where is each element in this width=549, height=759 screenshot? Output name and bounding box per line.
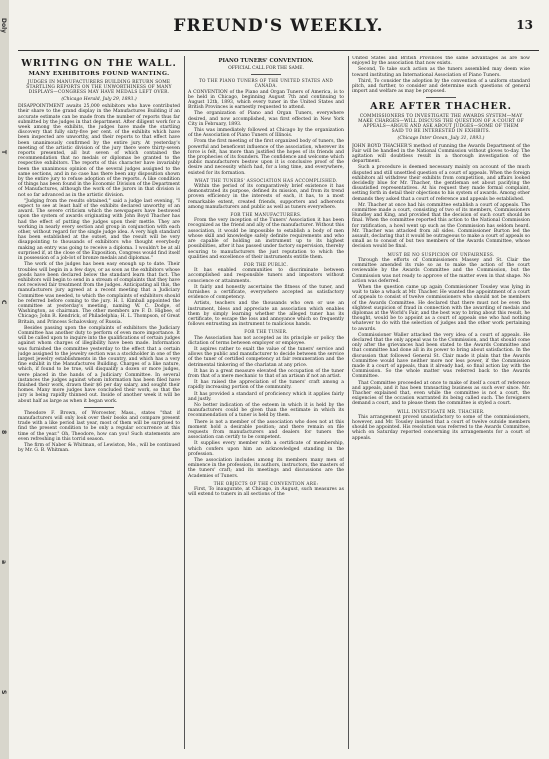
section-heading: WHAT THE TUNERS' ASSOCIATION HAS ACCOMPLISHED. — [194, 177, 338, 183]
section-heading: MUST BE NO SUSPICION OF UNFAIRNESS. — [387, 251, 495, 257]
section-heading: FOR THE MANUFACTURERS. — [230, 212, 302, 218]
article-paragraph: Theodore F. Brown, of Worcester, Mass., states "that if manufacturers will only look over their books and compare present trade with a like period last year, most of them will be surprised to find the present condition to be only a regular occurrence at this time of the year." Oh, Theodore, how can you! Such statements are even refreshing in this torrid season. — [18, 410, 180, 442]
article-title: ARE AFTER THACHER. — [370, 101, 512, 113]
article-paragraph: The work of the judges has been easy enough up to date. Their troubles will begin in a few days, or as soon as the exhibitors whose goods have been declared below the standard learn that fact. The exhibitors will begin to send in a stream of complaints that they have not received fair treatment from the judges. Anticipating all this, the manufacturers jury agreed at a recent meeting that a Judiciary Committee was needed, to which the complaints of exhibitors should be referred before coming to the jury. H. I. Kimball appointed the committee at yesterday's meeting, naming W. C. Dodge, of Washington, as chairman. The other members are F. D. Higbee, of Chicago; John R. Kendrick, of Philadelphia; H. L. Thompson, of Great Britain, and Princess Schalovskoy, of Russia. — [18, 262, 180, 325]
column-rule — [348, 56, 349, 749]
page-header — [18, 16, 539, 51]
article-paragraph: Besides passing upon the complaints of exhibitors the Judiciary Committee has another duty to perform of even more importance. It will be called upon to inquire into the qualifications of certain judges against whom charges of illegibility have been made. Information was furnished the committee yesterday to the effect that a certain judge assigned to the jewelry section was a stockholder in one of the largest jewelry establishments in the country, and which has a very fine exhibit in the Manufactures Building. Charges of a like nature, which, if found to be true, will disqualify a dozen or more judges, were placed in the hands of a Judiciary Committee. In several instances the judges against whom information has been filed have finished their work, drawn their $6 per day salary, and sought their homes. Many more judges have concluded their work, so that the jury is being rapidly thinned out. Inside of another week it will be about half as large as when it began work. — [18, 325, 180, 404]
article-paragraph: The association includes among its members many men of eminence in the profession, its authors, instructors, the masters of the tuners' craft; and its meetings and discussions are the Academies of Tuners. — [188, 458, 344, 479]
separator — [84, 407, 114, 408]
column-3 — [352, 56, 530, 751]
article-subtitle: MANY EXHIBITORS FOUND WANTING. — [28, 71, 170, 77]
article-paragraph: No better indication of the esteem in which it is held by the manufacturers could be given than the estimate in which its recommendation of a tuner is held by them. — [188, 402, 344, 419]
article-paragraph: It supplies every member with a certificate of membership, which confers upon him an acknowledged standing in the profession. — [188, 441, 344, 457]
adjacent-page-margin — [0, 0, 9, 759]
article-paragraph: DISAPPOINTMENT awaits 25,000 exhibitors who have contributed their share to the grand display in the Manufactures Building if an accurate estimate can be made from the number of reports thus far submitted by the judges in that department. After diligent work for a week among the exhibits, the judges have made the startling discovery that fully sixty-five per cent. of the exhibits which have been inspected are unworthy, and their reports to that effect have been unanimously confirmed by the entire jury. At yesterday's meeting of the artistic division of the jury there were thirty-seven reports presented, all but seven of which contained the recommendation that no medals or diplomas be granted to the respective exhibitors. The reports of this character have invariably been the unanimous opinion of the several judges assigned to the same sections, and in no case has there been any disposition shown by the entire jury to refuse adoption of the reports. A like condition of things has been found in the Economic Division of the Department of Manufactures, although the work of the jurors in that division is not so far advanced as in the artistic division. — [18, 104, 180, 198]
article-paragraph: Third, To consider the adoption by the convention of a uniform standard pitch, and further, to consider and determine such questions of general import and welfare as may be proposed. — [352, 78, 530, 95]
article-paragraph: "Judging from the results obtained," said a judge last evening, "I expect to see at least half of the exhibits declared unworthy of an award. The severe criticism which the newspapers have bestowed upon the system of awards originating with John Boyd Thacher has had the effect of putting the judges upon their mettle. They are working in nearly every section and group in conjunction with each other, without regard for the single judge idea. A very high standard has been established at the outset, and the result will be very disappointing to thousands of exhibitors who thought everybody making an entry was going to receive a diploma. I wouldn't be at all surprised if, at the close of the Exposition, Congress would find itself in possession of a job-lot of bronze medals and diplomas." — [18, 198, 180, 262]
article-paragraph: This arrangement proved unsatisfactory to some of the commissioners, however, and Mr. Tousley insisted that a court of twelve outside members should be appointed. His resolution was referred to the Awards Committee, which on Saturday reported concerning its arrangements for a court of appeals. — [352, 414, 530, 441]
column-1 — [18, 56, 180, 751]
separator — [251, 74, 281, 75]
article-paragraph: There is not a member of the association who does not at this moment hold a desirable position; and there remain on file requests from manufacturers and dealers for tuners the association can certify to be competent. — [188, 419, 344, 441]
article-paragraph: It aspires rather to exalt the value of the tuners' service and allows the public and manufacturer to decide between the service of the tuner of certified competency at fair remuneration and the detrimental tinkering of the charlatan at any price. — [188, 346, 344, 368]
article-dateline: (Chicago Herald, July 29, 1893.) — [61, 97, 137, 102]
article-paragraph: Such a procedure is deemed necessary mainly on account of the much disputed and still unsettled question of a court of appeals. When the foreign exhibitors all withdrew their exhibits from competition, and affairs looked decidedly blue for Mr. Thacher, the gentleman set about pacifying the dissatisfied representatives. At his request they made formal complaint, setting forth in detail their objections to his system of awards. Among other demands they asked that a court of reference and appeals be established. — [352, 165, 530, 202]
article-paragraph: Second, To take such action as the tuners assembled may deem wise toward instituting an International Association of Piano Tuners. — [352, 67, 530, 78]
official-call: OFFICIAL CALL FOR THE SAME. — [228, 66, 304, 71]
article-paragraph: This was immediately followed at Chicago by the organization of the Association of Piano Tuners of Illinois. — [188, 128, 344, 139]
article-paragraph: That Committee proceeded at once to make of itself a court of reference and appeals, and it has been transacting business as such ever since. Mr. Thacher explained that, even while the committee is not a court, the exigencies of the occasion warranted its being called such. The foreigners demand a court, and to please them the committee is styled a court. — [352, 380, 530, 407]
margin-fragment: 8 — [0, 430, 7, 435]
article-paragraph: It has enabled communities to discriminate between accomplished and responsible tuners and impostors without conscience or attainments. — [188, 268, 344, 284]
section-heading: WILL INVESTIGATE MR. THACHER. — [397, 408, 485, 414]
article-paragraph: JOHN BOYD THACHER'S method of running the Awards Department of the Fair will be handled in the National Commission without gloves to-day. The agitation will doubtless result in a thorough investigation of the department. — [352, 143, 530, 165]
separator — [426, 97, 456, 98]
column-2 — [188, 56, 344, 751]
article-deck: COMMISSIONERS TO INVESTIGATE THE AWARDS SYSTEM—MAY MAKE CHARGES—WILL DISCUSS THE QUESTION OF A COURT OF APPEALS—ARGUE AND ASK ABOUT JUDGES—SOME OF THEM SAID TO BE INTERESTED IN EXHIBITS. — [358, 114, 524, 135]
article-paragraph: The firm of Naber & Whitman, of Lewiston, Me., will be continued by Mr. G. B. Whitman. — [18, 443, 180, 454]
column-rule — [184, 56, 185, 749]
article-paragraph: It has raised the appreciation of the tuners' craft among a rapidly increasing portion of the community. — [188, 380, 344, 391]
article-paragraph: Within the period of its comparatively brief existence it has demonstrated its purpose, defined its mission, and from its trend proven efficiency in the interests of each, it has, to a most remarkable extent, created friends, supporters and adherents among manufacturers and public as well as tuners everywhere. — [188, 184, 344, 210]
article-paragraph: Commissioner Waller attacked the very idea of a court of appeals. He declared that the only appeal was to the Commission, and that should come only after the grievances had been stated to the Awards Committee and that committee had done all in its power to bring about satisfaction. In the discussion that followed General St. Clair made it plain that the Awards Committee would have neither more nor less power, if the Commission made it a court of appeals, than it already had, so final action lay with the Commission. So the whole matter was referred back to the Awards Committee. — [352, 332, 530, 380]
page-number: 13 — [516, 18, 533, 32]
margin-fragment: a — [0, 560, 7, 565]
margin-fragment: T — [0, 150, 7, 155]
masthead: FREUND'S WEEKLY. — [173, 16, 384, 36]
article-dateline: (Chicago Inter Ocean, July 31, 1893.) — [397, 136, 485, 142]
article-paragraph: The organization of Piano and Organ Tuners, everywhere desired, and now accomplished, was first effected in New York City in February, 1893. — [188, 111, 344, 127]
margin-fragment: S — [0, 690, 7, 695]
article-paragraph: From the very inception of the Tuners' Association it has been recognized as the friend and ally of the manufacturer. Without this association, it would be impossible to establish a body of men whose skill and knowledge safely definite requirements and who are capable of holding an instrument up to its highest possibilities, after it has passed under factory supervision, thereby securing to manufacturers the just reputation to which the qualities and excellence of their instruments entitle them. — [188, 218, 344, 260]
margin-fragment: C — [0, 300, 7, 305]
section-heading: THE OBJECTS OF THE CONVENTION ARE: — [213, 480, 319, 486]
article-paragraph: A CONVENTION of the Piano and Organ Tuners of America, is to be held in Chicago, beginning August 7th and continuing to August 12th, 1893, which every tuner in the United States and British Provinces is earnestly requested to attend. — [188, 89, 344, 111]
article-paragraph: From the first meeting of the first organized body of tuners, the powerful and beneficent influence of the association, wherever its force is felt, has more than justified the hopes of its friends and the prophecies of its founders. The confidence and welcome which public manufacturers bestow upon it is conclusive proof of the desire and necessity which had, for a long time, and everywhere, existed for its formation. — [188, 139, 344, 176]
article-paragraph: Mr. Thacher at once had his committee establish a court of appeals. The committee made a court, consisting of two of its members, Commissioners Hundley and King, and provided that the decision of such court should be final. When the committee reported this action to the National Commission for ratification, a howl went up such as the Commission has seldom heard. Mr. Thacher was attacked from all sides. Commissioner Burton led the assault, declaring that it would be outrageous to make a court of appeals so small as to consist of but two members of the Awards Committee, whose decision would be final. — [352, 202, 530, 250]
article-paragraph: Through the efforts of Commissioners Massey and St. Clair the committee amended its rule so as to make the action of the court reviewable by the Awards Committee and the Commission, but the Commission was not ready to approve of the matter even in that shape. No action was deferred. — [352, 257, 530, 284]
article-paragraph: United States and British Provinces the same advantages as are now enjoyed by the association that now exists. — [352, 56, 530, 67]
article-paragraph: It has in a great measure elevated the occupation of the tuner from that of a mere mechanic to that of an artisan if not an artist. — [188, 368, 344, 379]
article-paragraph: Artists, teachers and the thousands who own or use an instrument, bless and appreciate an association which enables them by simply learning whether the alleged tuner has its certificate, to escape the loss and annoyance which so frequently follows entrusting an instrument to malicious hands. — [188, 301, 344, 328]
article-paragraph: It fairly and honestly ascertains the fitness of the tuner, and furnishes a certificate, everywhere accepted as satisfactory evidence of competency. — [188, 284, 344, 301]
article-title: WRITING ON THE WALL. — [21, 58, 177, 69]
article-title: PIANO TUNERS' CONVENTION. — [218, 58, 314, 64]
section-heading: FOR THE TUNER. — [244, 329, 288, 335]
section-heading: FOR THE PUBLIC. — [243, 261, 289, 267]
salutation: TO THE PIANO TUNERS OF THE UNITED STATES AND CANADA. — [198, 78, 334, 89]
article-paragraph: When the question came up again Commissioner Tousley was lying in wait to take a whack at Mr. Thacher. He wanted the appointment of a court of appeals to consist of twelve commissioners who should not be members of the Awards Committee. He declared that there must not be even the slightest suspicion of fraud in connection with the awarding of medals and diplomas at the World's Fair, and the best way to bring about this result, he thought, would be to appoint as a court of appeals one who had nothing whatever to do with the selection of judges and the other work pertaining to awards. — [352, 284, 530, 332]
article-deck: JUDGES IN MANUFACTURERS BUILDING RETURN SOME STARTLING REPORTS ON THE UNWORTHINESS OF MANY DISPLAYS—CONGRESS MAY HAVE MEDALS LEFT OVER. — [26, 80, 172, 95]
margin-fragment: Doly — [0, 18, 7, 34]
article-paragraph: The Association has not accepted as its principle or policy the dictation of terms between employer or employee. — [188, 335, 344, 346]
article-paragraph: First, To inaugurate, at Chicago, in August, such measures as will extend to tuners in all sections of the — [188, 487, 344, 498]
article-paragraph: It has provided a standard of proficiency which it applies fairly and justly. — [188, 391, 344, 402]
